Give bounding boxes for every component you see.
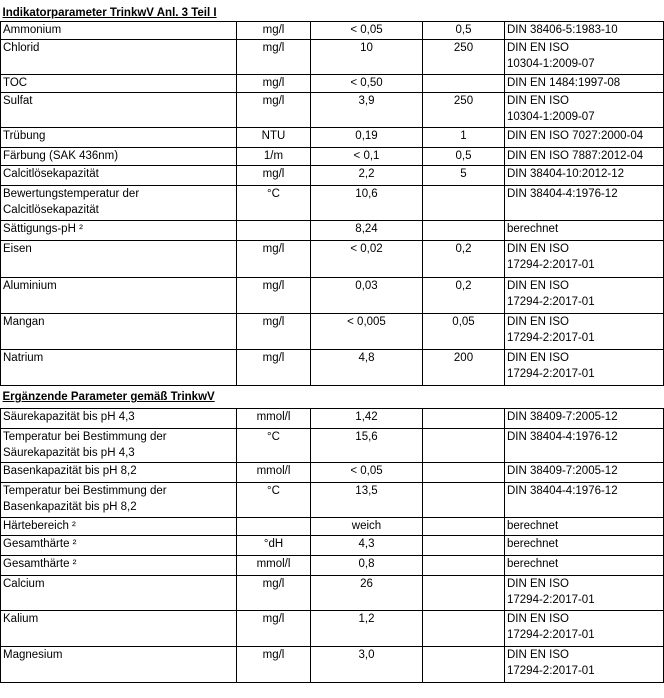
parameter-name: Gesamthärte ² bbox=[1, 556, 237, 576]
table-row bbox=[1, 186, 664, 221]
unit-cell: mg/l bbox=[237, 93, 311, 128]
value-cell: < 0,1 bbox=[311, 148, 423, 166]
table-row bbox=[1, 429, 664, 463]
limit-cell: 0,5 bbox=[423, 22, 505, 40]
limit-cell bbox=[423, 556, 505, 576]
limit-cell bbox=[423, 483, 505, 518]
section-title: Indikatorparameter TrinkwV Anl. 3 Teil I bbox=[1, 2, 664, 22]
method-cell: DIN 38404-10:2012-12 bbox=[505, 166, 664, 186]
method-cell: berechnet bbox=[505, 556, 664, 576]
unit-cell: mg/l bbox=[237, 278, 311, 314]
unit-cell: °dH bbox=[237, 536, 311, 556]
parameter-name: Sättigungs-pH ² bbox=[1, 221, 237, 241]
parameter-name: Trübung bbox=[1, 128, 237, 148]
limit-cell bbox=[423, 536, 505, 556]
parameter-name: Mangan bbox=[1, 314, 237, 350]
method-cell: DIN EN ISO 17294-2:2017-01 bbox=[505, 576, 664, 611]
value-cell: 4,3 bbox=[311, 536, 423, 556]
value-cell: < 0,05 bbox=[311, 22, 423, 40]
value-cell: 13,5 bbox=[311, 483, 423, 518]
unit-cell: mmol/l bbox=[237, 463, 311, 483]
parameter-name: Temperatur bei Bestimmung der Säurekapazität bis pH 4,3 bbox=[1, 429, 237, 463]
limit-cell: 200 bbox=[423, 350, 505, 386]
limit-cell: 0,5 bbox=[423, 148, 505, 166]
method-cell: DIN 38404-4:1976-12 bbox=[505, 429, 664, 463]
table-row bbox=[1, 556, 664, 576]
unit-cell: mmol/l bbox=[237, 556, 311, 576]
parameter-name: Magnesium bbox=[1, 647, 237, 683]
value-cell: 8,24 bbox=[311, 221, 423, 241]
table-row bbox=[1, 148, 664, 166]
limit-cell bbox=[423, 429, 505, 463]
parameter-name: Temperatur bei Bestimmung der Basenkapazität bis pH 8,2 bbox=[1, 483, 237, 518]
table-row bbox=[1, 75, 664, 93]
limit-cell bbox=[423, 647, 505, 683]
table-row bbox=[1, 350, 664, 386]
parameter-name: Gesamthärte ² bbox=[1, 536, 237, 556]
table-row bbox=[1, 576, 664, 611]
limit-cell bbox=[423, 518, 505, 536]
parameter-name: Bewertungstemperatur der Calcitlösekapazität bbox=[1, 186, 237, 221]
limit-cell: 0,05 bbox=[423, 314, 505, 350]
table-row bbox=[1, 314, 664, 350]
parameter-name: Sulfat bbox=[1, 93, 237, 128]
method-cell: DIN EN ISO 17294-2:2017-01 bbox=[505, 314, 664, 350]
section-header bbox=[1, 2, 664, 22]
parameter-name: Färbung (SAK 436nm) bbox=[1, 148, 237, 166]
table-row bbox=[1, 483, 664, 518]
method-cell: berechnet bbox=[505, 518, 664, 536]
unit-cell: mg/l bbox=[237, 314, 311, 350]
value-cell: 3,9 bbox=[311, 93, 423, 128]
unit-cell: mg/l bbox=[237, 241, 311, 278]
limit-cell: 1 bbox=[423, 128, 505, 148]
value-cell: 10 bbox=[311, 40, 423, 75]
limit-cell bbox=[423, 75, 505, 93]
method-cell: berechnet bbox=[505, 536, 664, 556]
table-row bbox=[1, 611, 664, 647]
parameter-name: Kalium bbox=[1, 611, 237, 647]
parameter-name: TOC bbox=[1, 75, 237, 93]
parameter-name: Natrium bbox=[1, 350, 237, 386]
unit-cell: mg/l bbox=[237, 166, 311, 186]
limit-cell bbox=[423, 576, 505, 611]
unit-cell: NTU bbox=[237, 128, 311, 148]
limit-cell: 250 bbox=[423, 93, 505, 128]
parameter-name: Chlorid bbox=[1, 40, 237, 75]
value-cell: 15,6 bbox=[311, 429, 423, 463]
value-cell: 3,0 bbox=[311, 647, 423, 683]
value-cell: 1,2 bbox=[311, 611, 423, 647]
section-header bbox=[1, 386, 664, 409]
limit-cell: 0,2 bbox=[423, 241, 505, 278]
value-cell: 1,42 bbox=[311, 409, 423, 429]
value-cell: 0,8 bbox=[311, 556, 423, 576]
unit-cell: mg/l bbox=[237, 75, 311, 93]
limit-cell: 0,2 bbox=[423, 278, 505, 314]
method-cell: DIN EN ISO 17294-2:2017-01 bbox=[505, 611, 664, 647]
method-cell: DIN EN ISO 17294-2:2017-01 bbox=[505, 241, 664, 278]
method-cell: DIN EN 1484:1997-08 bbox=[505, 75, 664, 93]
unit-cell: 1/m bbox=[237, 148, 311, 166]
value-cell: 0,03 bbox=[311, 278, 423, 314]
limit-cell bbox=[423, 611, 505, 647]
unit-cell: °C bbox=[237, 483, 311, 518]
unit-cell bbox=[237, 221, 311, 241]
parameter-name: Ammonium bbox=[1, 22, 237, 40]
table-row bbox=[1, 278, 664, 314]
method-cell: DIN EN ISO 10304-1:2009-07 bbox=[505, 93, 664, 128]
unit-cell: mg/l bbox=[237, 647, 311, 683]
parameter-name: Basenkapazität bis pH 8,2 bbox=[1, 463, 237, 483]
value-cell: 0,19 bbox=[311, 128, 423, 148]
limit-cell bbox=[423, 221, 505, 241]
table-row bbox=[1, 221, 664, 241]
table-row bbox=[1, 166, 664, 186]
method-cell: DIN EN ISO 17294-2:2017-01 bbox=[505, 278, 664, 314]
value-cell: 4,8 bbox=[311, 350, 423, 386]
table-row bbox=[1, 128, 664, 148]
value-cell: weich bbox=[311, 518, 423, 536]
table-row bbox=[1, 40, 664, 75]
table-row bbox=[1, 241, 664, 278]
method-cell: DIN 38406-5:1983-10 bbox=[505, 22, 664, 40]
value-cell: < 0,005 bbox=[311, 314, 423, 350]
unit-cell: °C bbox=[237, 429, 311, 463]
unit-cell: mmol/l bbox=[237, 409, 311, 429]
parameter-name: Säurekapazität bis pH 4,3 bbox=[1, 409, 237, 429]
parameter-name: Calcium bbox=[1, 576, 237, 611]
limit-cell bbox=[423, 463, 505, 483]
method-cell: DIN 38404-4:1976-12 bbox=[505, 186, 664, 221]
table-row bbox=[1, 518, 664, 536]
unit-cell: °C bbox=[237, 186, 311, 221]
unit-cell: mg/l bbox=[237, 576, 311, 611]
method-cell: DIN 38404-4:1976-12 bbox=[505, 483, 664, 518]
value-cell: 2,2 bbox=[311, 166, 423, 186]
method-cell: DIN EN ISO 10304-1:2009-07 bbox=[505, 40, 664, 75]
table-row bbox=[1, 647, 664, 683]
limit-cell bbox=[423, 186, 505, 221]
value-cell: < 0,02 bbox=[311, 241, 423, 278]
unit-cell: mg/l bbox=[237, 40, 311, 75]
table-row bbox=[1, 463, 664, 483]
limit-cell: 5 bbox=[423, 166, 505, 186]
table-row bbox=[1, 536, 664, 556]
method-cell: DIN EN ISO 7027:2000-04 bbox=[505, 128, 664, 148]
unit-cell: mg/l bbox=[237, 611, 311, 647]
method-cell: berechnet bbox=[505, 221, 664, 241]
parameter-name: Härtebereich ² bbox=[1, 518, 237, 536]
table-row bbox=[1, 93, 664, 128]
unit-cell: mg/l bbox=[237, 350, 311, 386]
parameter-name: Eisen bbox=[1, 241, 237, 278]
parameter-name: Aluminium bbox=[1, 278, 237, 314]
value-cell: 26 bbox=[311, 576, 423, 611]
parameter-name: Calcitlösekapazität bbox=[1, 166, 237, 186]
value-cell: < 0,50 bbox=[311, 75, 423, 93]
table-row bbox=[1, 22, 664, 40]
method-cell: DIN EN ISO 7887:2012-04 bbox=[505, 148, 664, 166]
value-cell: 10,6 bbox=[311, 186, 423, 221]
section-title: Ergänzende Parameter gemäß TrinkwV bbox=[1, 386, 664, 409]
method-cell: DIN EN ISO 17294-2:2017-01 bbox=[505, 350, 664, 386]
limit-cell: 250 bbox=[423, 40, 505, 75]
value-cell: < 0,05 bbox=[311, 463, 423, 483]
unit-cell: mg/l bbox=[237, 22, 311, 40]
method-cell: DIN 38409-7:2005-12 bbox=[505, 463, 664, 483]
table-row bbox=[1, 409, 664, 429]
limit-cell bbox=[423, 409, 505, 429]
unit-cell bbox=[237, 518, 311, 536]
method-cell: DIN 38409-7:2005-12 bbox=[505, 409, 664, 429]
method-cell: DIN EN ISO 17294-2:2017-01 bbox=[505, 647, 664, 683]
water-analysis-table bbox=[0, 2, 664, 683]
